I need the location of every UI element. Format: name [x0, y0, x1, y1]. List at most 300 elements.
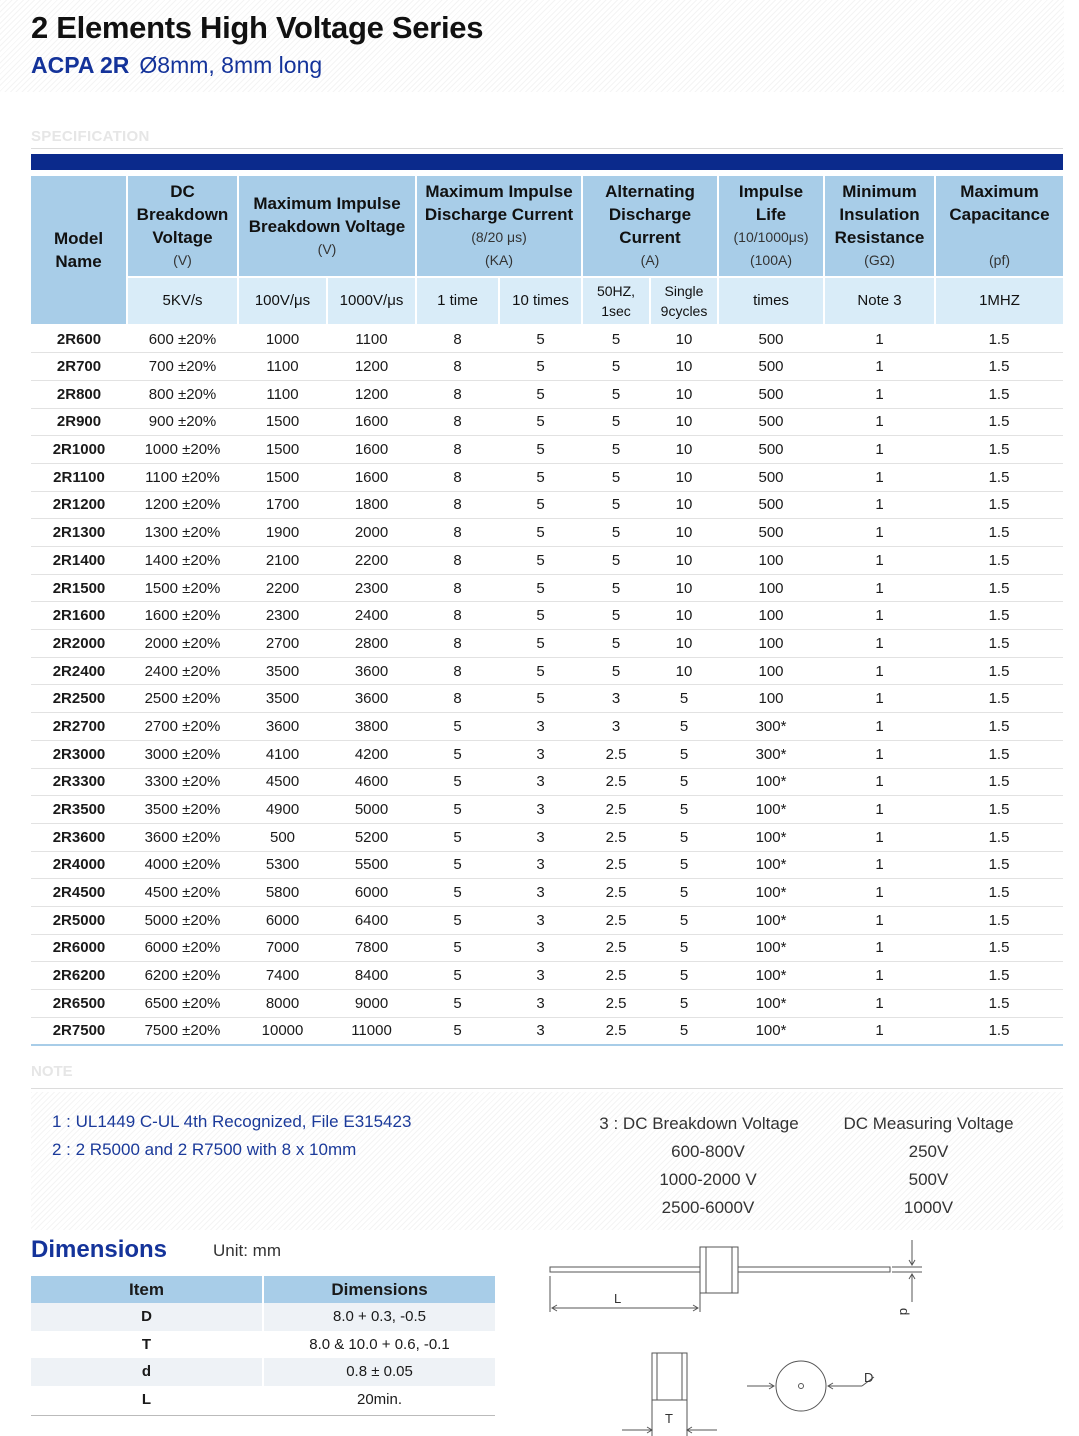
- table-cell: 3: [499, 962, 582, 990]
- table-row: [31, 851, 1063, 879]
- model-name-cell: 2R4500: [31, 879, 127, 907]
- note-measuring-column: [821, 1110, 1036, 1222]
- table-cell: 5: [416, 879, 499, 907]
- table-cell: 6000: [327, 879, 416, 907]
- table-cell: 2100: [238, 547, 327, 575]
- table-cell: 100*: [718, 934, 824, 962]
- header-mib-unit: (V): [317, 240, 337, 257]
- table-row: [31, 436, 1063, 464]
- model-name-cell: 2R6200: [31, 962, 127, 990]
- table-cell: 5: [416, 962, 499, 990]
- table-cell: 1: [824, 353, 935, 381]
- table-cell: 1: [824, 685, 935, 713]
- table-cell: 1: [824, 879, 935, 907]
- page-subtitle: [31, 52, 322, 79]
- note-col1-value: 2500-6000V: [661, 1198, 755, 1217]
- series-description: Ø8mm, 8mm long: [139, 52, 323, 78]
- table-cell: 500: [718, 325, 824, 353]
- table-cell: 6000: [238, 906, 327, 934]
- table-row: [31, 353, 1063, 381]
- table-cell: 3: [582, 685, 650, 713]
- table-cell: 1: [824, 823, 935, 851]
- table-cell: 1: [824, 380, 935, 408]
- table-cell: 1700: [238, 491, 327, 519]
- table-cell: 5500: [327, 851, 416, 879]
- table-cell: 8: [416, 325, 499, 353]
- header-mid-unit-2: (KA): [485, 252, 513, 268]
- table-cell: 5: [499, 547, 582, 575]
- table-cell: 100*: [718, 823, 824, 851]
- subheader-mid-10: 10 times: [499, 277, 582, 325]
- model-name-cell: 2R3600: [31, 823, 127, 851]
- table-cell: 7400: [238, 962, 327, 990]
- model-name-cell: 2R6500: [31, 990, 127, 1018]
- table-cell: 8: [416, 463, 499, 491]
- note-col2-header: DC Measuring Voltage: [843, 1114, 1014, 1133]
- table-cell: 1900: [238, 519, 327, 547]
- table-cell: 1600: [327, 463, 416, 491]
- table-row: [31, 602, 1063, 630]
- table-cell: 3300 ±20%: [127, 768, 238, 796]
- note-col1-value: 600-800V: [671, 1142, 745, 1161]
- subheader-dc: 5KV/s: [127, 277, 238, 325]
- table-cell: 1.5: [935, 962, 1063, 990]
- header-dc-unit: (V): [173, 252, 192, 268]
- model-name-cell: 2R6000: [31, 934, 127, 962]
- table-cell: 5: [582, 547, 650, 575]
- table-cell: 5: [650, 879, 718, 907]
- table-cell: 500: [718, 519, 824, 547]
- table-cell: 1.5: [935, 380, 1063, 408]
- table-cell: 5: [582, 630, 650, 658]
- table-cell: 100: [718, 547, 824, 575]
- table-cell: 7500 ±20%: [127, 1017, 238, 1045]
- model-name-cell: 2R1100: [31, 463, 127, 491]
- table-cell: 5000: [327, 796, 416, 824]
- subheader-mir: Note 3: [824, 277, 935, 325]
- table-cell: 100: [718, 630, 824, 658]
- table-cell: 5: [582, 436, 650, 464]
- table-cell: 1300 ±20%: [127, 519, 238, 547]
- table-cell: 100*: [718, 990, 824, 1018]
- table-cell: 1800: [327, 491, 416, 519]
- table-cell: 10: [650, 463, 718, 491]
- table-cell: 2.5: [582, 740, 650, 768]
- model-name-cell: 2R1500: [31, 574, 127, 602]
- table-cell: 1: [824, 547, 935, 575]
- header-mid-unit-1: (8/20 μs): [471, 229, 527, 245]
- table-cell: 10000: [238, 1017, 327, 1045]
- table-cell: 3: [499, 768, 582, 796]
- dimension-item-cell: d: [31, 1358, 263, 1386]
- table-cell: 5: [650, 1017, 718, 1045]
- table-cell: 5: [650, 990, 718, 1018]
- table-cell: 1.5: [935, 713, 1063, 741]
- model-name-cell: 2R1600: [31, 602, 127, 630]
- table-row: [31, 906, 1063, 934]
- table-cell: 1600: [327, 436, 416, 464]
- dimension-value-cell: 8.0 & 10.0 + 0.6, -0.1: [309, 1335, 450, 1353]
- table-row: [31, 796, 1063, 824]
- table-cell: 10: [650, 602, 718, 630]
- table-cell: 100: [718, 657, 824, 685]
- table-cell: 8: [416, 630, 499, 658]
- table-cell: 6500 ±20%: [127, 990, 238, 1018]
- dimensions-title: Dimensions: [31, 1236, 168, 1263]
- table-cell: 1: [824, 408, 935, 436]
- table-cell: 300*: [718, 713, 824, 741]
- table-cell: 5: [650, 768, 718, 796]
- table-cell: 100*: [718, 1017, 824, 1045]
- table-cell: 1.5: [935, 574, 1063, 602]
- table-cell: 8: [416, 602, 499, 630]
- table-cell: 1: [824, 630, 935, 658]
- model-name-cell: 2R800: [31, 380, 127, 408]
- table-row: [31, 990, 1063, 1018]
- table-cell: 100*: [718, 906, 824, 934]
- table-cell: 1.5: [935, 990, 1063, 1018]
- table-cell: 4600: [327, 768, 416, 796]
- table-row: [31, 768, 1063, 796]
- header-max-impulse-breakdown: Maximum Impulse Breakdown Voltage (V): [238, 176, 416, 277]
- table-cell: 2.5: [582, 851, 650, 879]
- table-cell: 1100: [238, 380, 327, 408]
- table-cell: 2.5: [582, 934, 650, 962]
- table-cell: 10: [650, 353, 718, 381]
- table-cell: 5: [650, 962, 718, 990]
- table-cell: 5: [582, 408, 650, 436]
- table-cell: 11000: [327, 1017, 416, 1045]
- table-cell: 8400: [327, 962, 416, 990]
- table-cell: 8: [416, 519, 499, 547]
- component-drawing: [540, 1236, 940, 1436]
- table-cell: 1600 ±20%: [127, 602, 238, 630]
- table-cell: 3600: [327, 685, 416, 713]
- table-cell: 2500 ±20%: [127, 685, 238, 713]
- table-cell: 1: [824, 463, 935, 491]
- table-cell: 5: [499, 491, 582, 519]
- header-dc-breakdown: DC Breakdown Voltage (V): [127, 176, 238, 277]
- table-cell: 500: [718, 463, 824, 491]
- table-cell: 5: [582, 574, 650, 602]
- table-cell: 9000: [327, 990, 416, 1018]
- table-cell: 3: [499, 796, 582, 824]
- dimensions-table-body: [31, 1303, 495, 1413]
- dim-header-dimensions: Dimensions: [263, 1276, 495, 1303]
- table-cell: 2.5: [582, 962, 650, 990]
- dimension-row: [31, 1331, 495, 1359]
- table-cell: 8: [416, 657, 499, 685]
- model-name-cell: 2R1000: [31, 436, 127, 464]
- specification-divider: [31, 148, 1063, 149]
- model-name-cell: 2R2400: [31, 657, 127, 685]
- model-name-cell: 2R2000: [31, 630, 127, 658]
- table-cell: 1.5: [935, 1017, 1063, 1045]
- table-cell: 4500 ±20%: [127, 879, 238, 907]
- table-cell: 2.5: [582, 906, 650, 934]
- table-cell: 1.5: [935, 547, 1063, 575]
- table-cell: 5: [499, 519, 582, 547]
- table-cell: 10: [650, 380, 718, 408]
- table-cell: 1.5: [935, 879, 1063, 907]
- header-mir-unit: (GΩ): [864, 252, 895, 268]
- model-name-cell: 2R900: [31, 408, 127, 436]
- table-cell: 5300: [238, 851, 327, 879]
- subheader-mib-1000: 1000V/μs: [327, 277, 416, 325]
- table-cell: 6000 ±20%: [127, 934, 238, 962]
- header-max-impulse-discharge: Maximum Impulse Discharge Current (8/20 μs) (KA): [416, 176, 582, 277]
- dimensions-table: [31, 1276, 495, 1413]
- table-cell: 900 ±20%: [127, 408, 238, 436]
- table-cell: 7000: [238, 934, 327, 962]
- table-cell: 10: [650, 574, 718, 602]
- table-cell: 100*: [718, 768, 824, 796]
- table-cell: 3: [499, 934, 582, 962]
- table-cell: 100*: [718, 962, 824, 990]
- table-cell: 2700 ±20%: [127, 713, 238, 741]
- model-name-cell: 2R3300: [31, 768, 127, 796]
- model-name-cell: 2R700: [31, 353, 127, 381]
- table-cell: 8: [416, 353, 499, 381]
- model-name-cell: 2R1400: [31, 547, 127, 575]
- table-row: [31, 491, 1063, 519]
- table-cell: 1.5: [935, 630, 1063, 658]
- table-cell: 5: [416, 796, 499, 824]
- table-cell: 1: [824, 574, 935, 602]
- table-cell: 2300: [238, 602, 327, 630]
- table-cell: 500: [718, 408, 824, 436]
- table-cell: 3: [499, 713, 582, 741]
- dimension-row: [31, 1386, 495, 1414]
- table-cell: 8: [416, 574, 499, 602]
- table-cell: 2400 ±20%: [127, 657, 238, 685]
- table-cell: 8: [416, 380, 499, 408]
- dimensions-divider: [31, 1415, 495, 1416]
- dimension-item-cell: L: [31, 1386, 263, 1414]
- table-cell: 3600: [238, 713, 327, 741]
- table-cell: 5: [499, 380, 582, 408]
- table-cell: 5000 ±20%: [127, 906, 238, 934]
- table-cell: 5: [499, 408, 582, 436]
- table-cell: 1.5: [935, 934, 1063, 962]
- table-cell: 5: [416, 768, 499, 796]
- table-cell: 5: [582, 602, 650, 630]
- table-cell: 3: [499, 823, 582, 851]
- table-cell: 2200: [327, 547, 416, 575]
- table-cell: 7800: [327, 934, 416, 962]
- table-cell: 5: [499, 353, 582, 381]
- series-code: ACPA 2R: [31, 52, 130, 78]
- table-cell: 2400: [327, 602, 416, 630]
- table-cell: 1: [824, 796, 935, 824]
- table-cell: 500: [718, 491, 824, 519]
- subheader-adc-single: Single 9cycles: [650, 277, 718, 325]
- table-cell: 2300: [327, 574, 416, 602]
- note-col2-value: 250V: [908, 1142, 949, 1161]
- table-cell: 1: [824, 962, 935, 990]
- table-cell: 1.5: [935, 408, 1063, 436]
- table-cell: 4900: [238, 796, 327, 824]
- table-cell: 8000: [238, 990, 327, 1018]
- table-cell: 100: [718, 602, 824, 630]
- note-col2-value: 1000V: [903, 1198, 954, 1217]
- table-cell: 1: [824, 990, 935, 1018]
- table-cell: 1100 ±20%: [127, 463, 238, 491]
- table-cell: 1: [824, 519, 935, 547]
- note-breakdown-column: [551, 1110, 847, 1222]
- table-cell: 1: [824, 740, 935, 768]
- table-cell: 2.5: [582, 1017, 650, 1045]
- table-cell: 1: [824, 1017, 935, 1045]
- table-cell: 800 ±20%: [127, 380, 238, 408]
- table-cell: 1.5: [935, 796, 1063, 824]
- table-cell: 10: [650, 491, 718, 519]
- table-row: [31, 408, 1063, 436]
- table-cell: 5: [416, 713, 499, 741]
- table-cell: 8: [416, 491, 499, 519]
- table-cell: 2700: [238, 630, 327, 658]
- table-cell: 4200: [327, 740, 416, 768]
- table-cell: 2200: [238, 574, 327, 602]
- table-cell: 5: [582, 325, 650, 353]
- table-cell: 4500: [238, 768, 327, 796]
- table-cell: 1000 ±20%: [127, 436, 238, 464]
- table-row: [31, 934, 1063, 962]
- subheader-mib-100: 100V/μs: [238, 277, 327, 325]
- table-cell: 1500: [238, 463, 327, 491]
- table-cell: 2.5: [582, 823, 650, 851]
- table-cell: 1.5: [935, 325, 1063, 353]
- table-cell: 500: [718, 436, 824, 464]
- note-item-1: 1 : UL1449 C-UL 4th Recognized, File E315423: [52, 1112, 412, 1131]
- table-cell: 5: [499, 630, 582, 658]
- table-cell: 100*: [718, 851, 824, 879]
- subheader-mid-1: 1 time: [416, 277, 499, 325]
- table-cell: 1.5: [935, 602, 1063, 630]
- table-cell: 3800: [327, 713, 416, 741]
- model-name-cell: 2R2700: [31, 713, 127, 741]
- label-D: D: [864, 1370, 874, 1385]
- table-cell: 3: [499, 740, 582, 768]
- table-cell: 4000 ±20%: [127, 851, 238, 879]
- table-cell: 1: [824, 602, 935, 630]
- header-max-capacitance: Maximum Capacitance (pf): [935, 176, 1063, 277]
- table-cell: 1600: [327, 408, 416, 436]
- table-cell: 500: [718, 353, 824, 381]
- table-row: [31, 657, 1063, 685]
- specification-label: SPECIFICATION: [31, 128, 150, 145]
- table-cell: 100*: [718, 879, 824, 907]
- table-cell: 5: [499, 436, 582, 464]
- model-name-cell: 2R4000: [31, 851, 127, 879]
- table-cell: 1200 ±20%: [127, 491, 238, 519]
- table-cell: 3: [499, 1017, 582, 1045]
- table-cell: 3: [582, 713, 650, 741]
- table-cell: 1.5: [935, 768, 1063, 796]
- table-row: [31, 463, 1063, 491]
- table-cell: 3: [499, 879, 582, 907]
- table-cell: 2800: [327, 630, 416, 658]
- note-col2-value: 500V: [908, 1170, 949, 1189]
- note-col1-value: 1000-2000 V: [659, 1170, 757, 1189]
- table-cell: 1: [824, 325, 935, 353]
- table-cell: 5: [650, 906, 718, 934]
- table-cell: 10: [650, 519, 718, 547]
- header-alternating-discharge: Alternating Discharge Current (A): [582, 176, 718, 277]
- table-cell: 5: [416, 934, 499, 962]
- model-name-cell: 2R1200: [31, 491, 127, 519]
- table-cell: 600 ±20%: [127, 325, 238, 353]
- table-cell: 5: [416, 740, 499, 768]
- table-cell: 1.5: [935, 657, 1063, 685]
- table-row: [31, 325, 1063, 353]
- note-list: [52, 1108, 411, 1164]
- table-row: [31, 879, 1063, 907]
- header-il-unit-2: (100A): [749, 252, 793, 268]
- dimension-value-cell: 20min.: [356, 1391, 403, 1409]
- table-cell: 5: [499, 685, 582, 713]
- table-row: [31, 740, 1063, 768]
- table-cell: 4100: [238, 740, 327, 768]
- table-row: [31, 962, 1063, 990]
- table-cell: 1500: [238, 436, 327, 464]
- table-cell: 5: [650, 740, 718, 768]
- table-cell: 8: [416, 685, 499, 713]
- table-cell: 1200: [327, 353, 416, 381]
- table-cell: 5: [499, 463, 582, 491]
- header-model-name: Model Name: [31, 176, 127, 325]
- header-adc-unit: (A): [640, 252, 660, 268]
- table-cell: 1: [824, 436, 935, 464]
- table-cell: 10: [650, 630, 718, 658]
- table-cell: 1500: [238, 408, 327, 436]
- table-row: [31, 574, 1063, 602]
- page-title: 2 Elements High Voltage Series: [31, 10, 484, 45]
- table-cell: 1.5: [935, 851, 1063, 879]
- table-cell: 8: [416, 547, 499, 575]
- table-cell: 6200 ±20%: [127, 962, 238, 990]
- table-cell: 5200: [327, 823, 416, 851]
- table-cell: 3000 ±20%: [127, 740, 238, 768]
- label-d: d: [897, 1308, 912, 1316]
- table-cell: 10: [650, 547, 718, 575]
- dimension-row: [31, 1358, 495, 1386]
- table-cell: 5: [416, 851, 499, 879]
- table-cell: 700 ±20%: [127, 353, 238, 381]
- model-name-cell: 2R2500: [31, 685, 127, 713]
- table-cell: 2000: [327, 519, 416, 547]
- table-cell: 5: [499, 657, 582, 685]
- table-row: [31, 380, 1063, 408]
- table-cell: 2.5: [582, 879, 650, 907]
- subheader-mc: 1MHZ: [935, 277, 1063, 325]
- table-cell: 5: [650, 685, 718, 713]
- table-cell: 3500: [238, 685, 327, 713]
- table-cell: 1.5: [935, 685, 1063, 713]
- table-cell: 10: [650, 436, 718, 464]
- table-cell: 300*: [718, 740, 824, 768]
- table-cell: 2000 ±20%: [127, 630, 238, 658]
- table-cell: 5: [582, 353, 650, 381]
- note-item-2: 2 : 2 R5000 and 2 R7500 with 8 x 10mm: [52, 1140, 357, 1159]
- dimension-row: [31, 1303, 495, 1331]
- table-cell: 5: [650, 713, 718, 741]
- table-cell: 5: [416, 990, 499, 1018]
- table-cell: 6400: [327, 906, 416, 934]
- label-L: L: [614, 1291, 622, 1306]
- dim-header-item: Item: [31, 1276, 263, 1303]
- table-cell: 500: [238, 823, 327, 851]
